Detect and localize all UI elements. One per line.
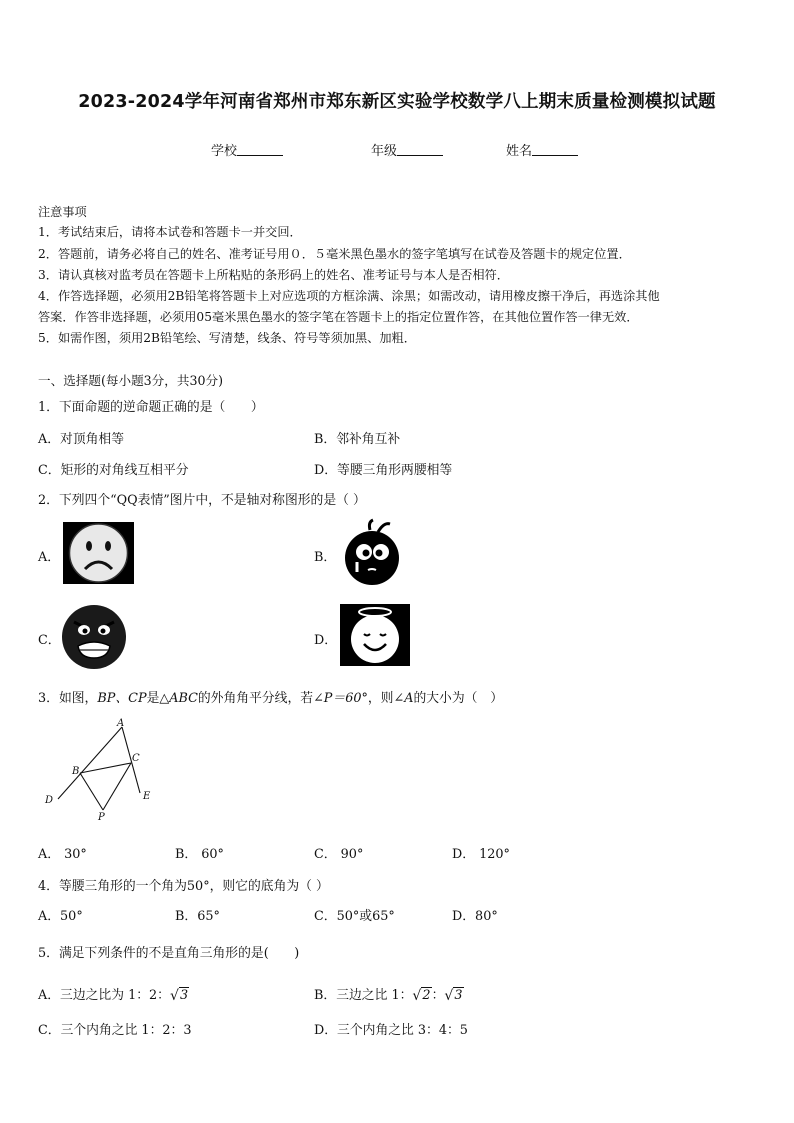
line-b-p [80,773,103,810]
line-c-p [103,763,131,810]
grade-label: 年级 [371,144,398,159]
name-field [506,140,578,159]
sqrt-radicand: 3 [454,988,463,1003]
label-b: B [72,766,80,777]
note-item: 3．请认真核对监考员在答题卡上所粘贴的条形码上的姓名、准考证号与本人是否相符． [38,268,509,282]
q3-stem-tri: △ABC [159,691,198,706]
sqrt-symbol: √ 2 [412,988,431,1004]
school-blank[interactable] [237,143,283,156]
label-a: A [117,718,125,729]
q2-stem: 2．下列四个“QQ表情”图片中，不是轴对称图形的是（ ） [38,493,366,508]
q5-option-c[interactable]: C．三个内角之比 1：2：3 [38,1023,192,1038]
q3-stem-mid: 是 [146,691,160,706]
note-item: 4．作答选择题，必须用2B铅笔将答题卡上对应选项的方框涂满、涂黑；如需改动，请用橡皮擦干净后，再选涂其他 [38,289,660,303]
grade-blank[interactable] [397,143,443,156]
sad-face-icon [63,522,134,584]
line-b-c [80,763,131,773]
q1-stem: 1．下面命题的逆命题正确的是（ ） [38,400,264,415]
label-e: E [143,791,151,802]
q2-option-d[interactable]: D． [314,633,338,648]
q1-option-c[interactable]: C．矩形的对角线互相平分 [38,463,189,478]
q1-option-d[interactable]: D．等腰三角形两腰相等 [314,463,453,478]
notes-heading: 注意事项 [38,205,87,219]
q2-option-a[interactable]: A． [38,550,61,565]
q4-option-a[interactable]: A．50° [38,909,83,924]
q3-option-a[interactable]: A． 30° [38,847,87,862]
q4-stem: 4．等腰三角形的一个角为50°，则它的底角为（ ） [38,879,329,894]
school-label: 学校 [211,144,238,159]
section-title: 一、选择题(每小题3分，共30分) [38,373,223,388]
q4-option-c[interactable]: C．50°或65° [314,909,395,924]
q3-stem-angle-a: ∠A [393,691,414,706]
q3-stem-mid2: 的外角角平分线，若 [197,691,314,706]
q5-b-sep: ： [431,988,445,1003]
q4-option-d[interactable]: D．80° [452,909,498,924]
q4-option-b[interactable]: B．65° [175,909,220,924]
crying-face-icon [340,518,404,586]
label-d: D [45,795,54,806]
q3-option-d[interactable]: D． 120° [452,847,510,862]
sqrt-symbol: √ 3 [169,988,189,1004]
q5-option-a[interactable] [38,984,189,1003]
q3-stem [38,687,503,706]
q3-stem-end: 的大小为（ ） [413,691,504,706]
note-item: 2．答题前，请务必将自己的姓名、准考证号用０．５毫米黑色墨水的签字笔填写在试卷及答题卡的规定位置． [38,247,631,261]
angel-face-icon [340,604,410,666]
sqrt-radicand: 2 [422,988,431,1003]
sqrt-symbol: √ 3 [444,988,463,1004]
page-title: 2023-2024学年河南省郑州市郑东新区实验学校数学八上期末质量检测模拟试题 [78,92,716,112]
q5-option-d[interactable]: D．三个内角之比 3：4：5 [314,1023,468,1038]
crying-face-image[interactable] [340,518,404,586]
q3-option-c[interactable]: C． 90° [314,847,364,862]
q2-option-b[interactable]: B． [314,550,337,565]
q3-stem-angle: ∠P＝60° [313,691,368,706]
sad-face-image[interactable] [63,522,134,584]
q5-stem: 5．满足下列条件的不是直角三角形的是( ) [38,946,300,961]
q5-option-b[interactable] [314,984,464,1003]
sqrt-radicand: 3 [179,988,189,1003]
note-item: 5．如需作图，须用2B铅笔绘、写清楚，线条、符号等须加黑、加粗． [38,331,416,345]
q3-stem-pre: 3．如图， [38,691,98,706]
q3-stem-math: BP、CP [97,691,147,706]
q3-stem-mid3: ，则 [367,691,394,706]
school-field [211,140,283,159]
name-blank[interactable] [532,143,578,156]
label-p: P [98,812,105,823]
triangle-figure [36,715,166,825]
note-item: 1．考试结束后，请将本试卷和答题卡一并交回． [38,225,302,239]
q3-option-b[interactable]: B． 60° [175,847,224,862]
angry-face-image[interactable] [60,604,128,670]
q5-b-text: B．三边之比 1： [314,988,413,1003]
label-c: C [132,753,140,764]
q1-option-b[interactable]: B．邻补角互补 [314,432,401,447]
angel-face-image[interactable] [340,604,410,666]
note-item: 答案．作答非选择题，必须用05毫米黑色墨水的签字笔在答题卡上的指定位置作答，在其他位置作答一律无效． [38,310,639,324]
name-label: 姓名 [506,144,533,159]
angry-face-icon [60,604,128,670]
q5-a-text: A．三边之比为 1：2： [38,988,170,1003]
grade-field [371,140,443,159]
q1-option-a[interactable]: A．对顶角相等 [38,432,125,447]
q2-option-c[interactable]: C． [38,633,61,648]
